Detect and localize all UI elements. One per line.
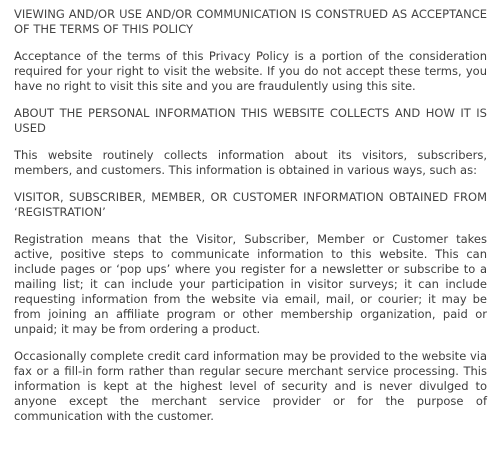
section-heading-personal-information: ABOUT THE PERSONAL INFORMATION THIS WEBSITE COLLECTS AND HOW IT IS USED [14,106,487,135]
paragraph-information-collection: This website routinely collects information about its visitors, subscribers, members, and customers. This information is obtained in various ways, such as: [14,148,487,177]
paragraph-registration: Registration means that the Visitor, Subscriber, Member or Customer takes active, positive steps to communicate information to this website. This can include pages or ‘pop ups’ where you register for a newsletter or subscribe to a mailing list; it can include your participation in visitor surveys; it can include requesting information from the website via email, mail, or courier; it may be from joining an affiliate program or other membership organization, paid or unpaid; it may be from ordering a product. [14,232,487,336]
section-heading-acceptance: VIEWING AND/OR USE AND/OR COMMUNICATION IS CONSTRUED AS ACCEPTANCE OF THE TERMS OF THIS POLICY [14,7,487,36]
section-heading-registration: VISITOR, SUBSCRIBER, MEMBER, OR CUSTOMER INFORMATION OBTAINED FROM ‘REGISTRATION’ [14,190,487,219]
paragraph-credit-card: Occasionally complete credit card information may be provided to the website via fax or a fill-in form rather than regular secure merchant service processing. This information is kept at the highest level of security and is never divulged to anyone except the merchant service provider or for the purpose of communication with the customer. [14,349,487,423]
paragraph-acceptance: Acceptance of the terms of this Privacy Policy is a portion of the consideration required for your right to visit the website. If you do not accept these terms, you have no right to visit this site and you are fraudulently using this site. [14,49,487,93]
